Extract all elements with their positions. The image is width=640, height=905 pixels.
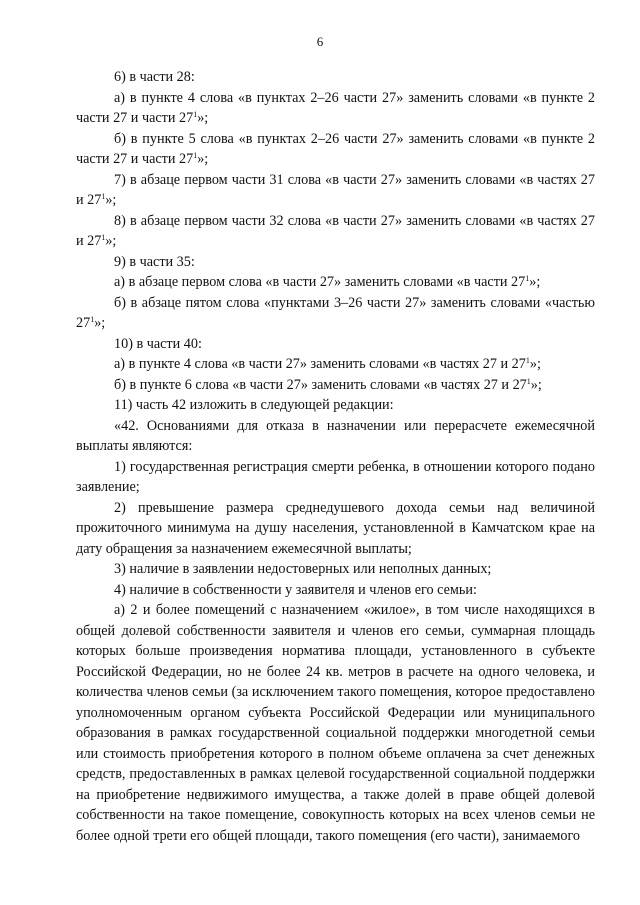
paragraph: б) в пункте 5 слова «в пунктах 2–26 части 27» заменить словами «в пункте 2 части 27 и части $27^1$»; [76,130,595,167]
paragraph: 1) государственная регистрация смерти ребенка, в отношении которого подано заявление; [76,458,595,495]
paragraph: а) в пункте 4 слова «в пунктах 2–26 части 27» заменить словами «в пункте 2 части 27 и части $27^1$»; [76,89,595,126]
page-number: 6 [316,34,324,49]
paragraph: 9) в части 35: [114,253,195,270]
paragraph: 3) наличие в заявлении недостоверных или неполных данных; [114,561,492,577]
paragraph: а) 2 и более помещений с назначением «жилое», в том числе находящихся в общей долевой собственности заявителя и членов его семьи, суммарная площадь которых больше произведения норматива площади, установленного в субъекте Российской Федерации, но не более 24 кв. метров в расчете на одного человека, и количества членов семьи (за исключением такого помещения, которое предоставлено уполномоченным органом субъекта Российской Федерации или муниципального образования в рамках государственной социальной поддержки многодетной семьи или стоимость приобретения которого в полном объеме оплачена за счет денежных средств, предоставленных в рамках целевой государственной социальной поддержки на приобретение недвижимого имущества, а также долей в праве общей долевой собственности на такое помещение, совокупность которых на всех членов семьи не более одной трети его общей площади, такого помещения (его части), занимаемого [76,602,595,844]
document-body [76,67,595,846]
paragraph: 10) в части 40: [114,335,202,352]
paragraph: б) в абзаце пятом слова «пунктами 3–26 части 27» заменить словами «частью $27^1$»; [76,294,595,331]
paragraph: 2) превышение размера среднедушевого дохода семьи над величиной прожиточного минимума на душу населения, установленной в Камчатском крае на дату обращения за назначением ежемесячной выплаты; [76,499,595,557]
paragraph: 4) наличие в собственности у заявителя и членов его семьи: [114,581,477,598]
paragraph: «42. Основаниями для отказа в назначении или перерасчете ежемесячной выплаты являются: [76,417,595,454]
paragraph: а) в пункте 4 слова «в части 27» заменить словами «в частях 27 и $27^1$»; [114,356,541,372]
paragraph: б) в пункте 6 слова «в части 27» заменить словами «в частях 27 и $27^1$»; [114,376,542,393]
paragraph: 8) в абзаце первом части 32 слова «в части 27» заменить словами «в частях 27 и $27^1$»; [76,212,595,249]
paragraph: а) в абзаце первом слова «в части 27» заменить словами «в части $27^1$»; [114,274,541,290]
paragraph: 11) часть 42 изложить в следующей редакции: [114,397,394,413]
paragraph: 6) в части 28: [114,69,195,85]
paragraph: 7) в абзаце первом части 31 слова «в части 27» заменить словами «в частях 27 и $27^1$»; [76,171,595,208]
